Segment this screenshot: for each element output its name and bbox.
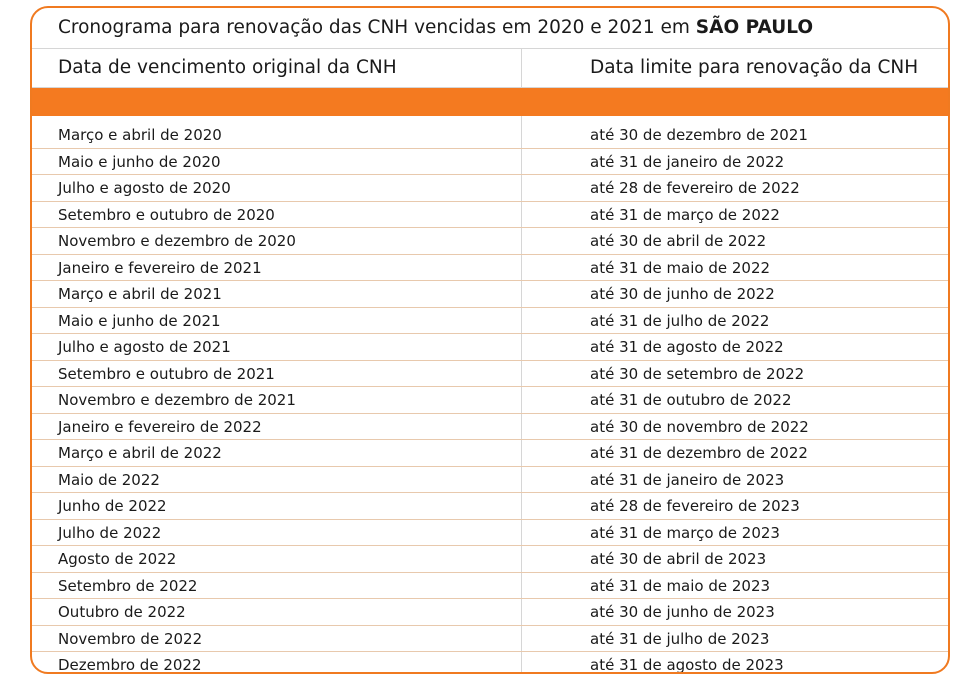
renewal-deadline-cell: até 31 de março de 2022 [590, 205, 780, 224]
renewal-deadline-cell: até 31 de outubro de 2022 [590, 391, 792, 409]
renewal-deadline-cell: até 28 de fevereiro de 2022 [590, 179, 800, 197]
table-row [32, 228, 948, 255]
table-row [32, 387, 948, 414]
table-row [32, 467, 948, 494]
renewal-deadline-cell: até 31 de dezembro de 2022 [590, 444, 808, 462]
renewal-deadline-cell: até 28 de fevereiro de 2023 [590, 497, 800, 515]
header-renewal-deadline: Data limite para renovação da CNH [590, 57, 919, 78]
table-row [32, 626, 948, 653]
renewal-deadline-cell: até 31 de julho de 2022 [590, 311, 770, 330]
schedule-card [30, 6, 950, 674]
renewal-deadline-cell: até 30 de dezembro de 2021 [590, 126, 808, 144]
original-expiry-cell: Novembro e dezembro de 2021 [32, 387, 522, 413]
renewal-deadline-cell: até 31 de maio de 2023 [590, 576, 771, 595]
table-row [32, 573, 948, 600]
table-row [32, 255, 948, 282]
original-expiry-cell: Maio de 2022 [32, 467, 522, 493]
original-expiry-cell: Dezembro de 2022 [32, 652, 522, 674]
original-expiry-cell: Janeiro e fevereiro de 2021 [32, 255, 522, 281]
original-expiry-cell: Julho e agosto de 2021 [32, 334, 522, 360]
renewal-deadline-cell: até 30 de setembro de 2022 [590, 364, 805, 383]
title-text: Cronograma para renovação das CNH vencidas em 2020 e 2021 em [58, 17, 696, 38]
table-title [32, 8, 948, 49]
original-expiry-cell: Julho e agosto de 2020 [32, 175, 522, 201]
table-row [32, 493, 948, 520]
table-row [32, 520, 948, 547]
table-row [32, 122, 948, 149]
table-row [32, 440, 948, 467]
original-expiry-cell: Julho de 2022 [32, 520, 522, 546]
table-row [32, 414, 948, 441]
table-row [32, 281, 948, 308]
renewal-deadline-cell: até 30 de abril de 2022 [590, 232, 767, 250]
table-row [32, 202, 948, 229]
original-expiry-cell: Agosto de 2022 [32, 546, 522, 572]
original-expiry-cell: Março e abril de 2022 [32, 440, 522, 466]
original-expiry-cell: Junho de 2022 [32, 493, 522, 519]
original-expiry-cell: Maio e junho de 2020 [32, 149, 522, 175]
original-expiry-cell: Novembro e dezembro de 2020 [32, 228, 522, 254]
header-accent-band [32, 88, 948, 116]
title-state: SÃO PAULO [695, 17, 814, 38]
renewal-deadline-cell: até 30 de junho de 2023 [590, 603, 775, 621]
table-row [32, 149, 948, 176]
table-header-row [32, 49, 948, 88]
renewal-deadline-cell: até 31 de maio de 2022 [590, 258, 771, 277]
table-row [32, 308, 948, 335]
table-row [32, 652, 948, 674]
original-expiry-cell: Novembro de 2022 [32, 626, 522, 652]
renewal-deadline-cell: até 31 de janeiro de 2023 [590, 470, 785, 489]
table-row [32, 175, 948, 202]
renewal-deadline-cell: até 31 de agosto de 2022 [590, 338, 784, 356]
table-body [32, 122, 948, 674]
renewal-deadline-cell: até 30 de junho de 2022 [590, 285, 775, 303]
table-row [32, 334, 948, 361]
original-expiry-cell: Setembro e outubro de 2020 [32, 202, 522, 228]
original-expiry-cell: Setembro de 2022 [32, 573, 522, 599]
renewal-deadline-cell: até 30 de abril de 2023 [590, 550, 767, 568]
renewal-deadline-cell: até 31 de agosto de 2023 [590, 656, 784, 674]
renewal-deadline-cell: até 30 de novembro de 2022 [590, 417, 809, 436]
renewal-deadline-cell: até 31 de julho de 2023 [590, 629, 770, 648]
table-row [32, 361, 948, 388]
renewal-deadline-cell: até 31 de janeiro de 2022 [590, 152, 785, 171]
original-expiry-cell: Janeiro e fevereiro de 2022 [32, 414, 522, 440]
original-expiry-cell: Março e abril de 2020 [32, 122, 522, 148]
original-expiry-cell: Setembro e outubro de 2021 [32, 361, 522, 387]
renewal-deadline-cell: até 31 de março de 2023 [590, 523, 780, 542]
table-row [32, 599, 948, 626]
table-row [32, 546, 948, 573]
original-expiry-cell: Março e abril de 2021 [32, 281, 522, 307]
original-expiry-cell: Maio e junho de 2021 [32, 308, 522, 334]
original-expiry-cell: Outubro de 2022 [32, 599, 522, 625]
header-original-expiry: Data de vencimento original da CNH [32, 49, 522, 87]
